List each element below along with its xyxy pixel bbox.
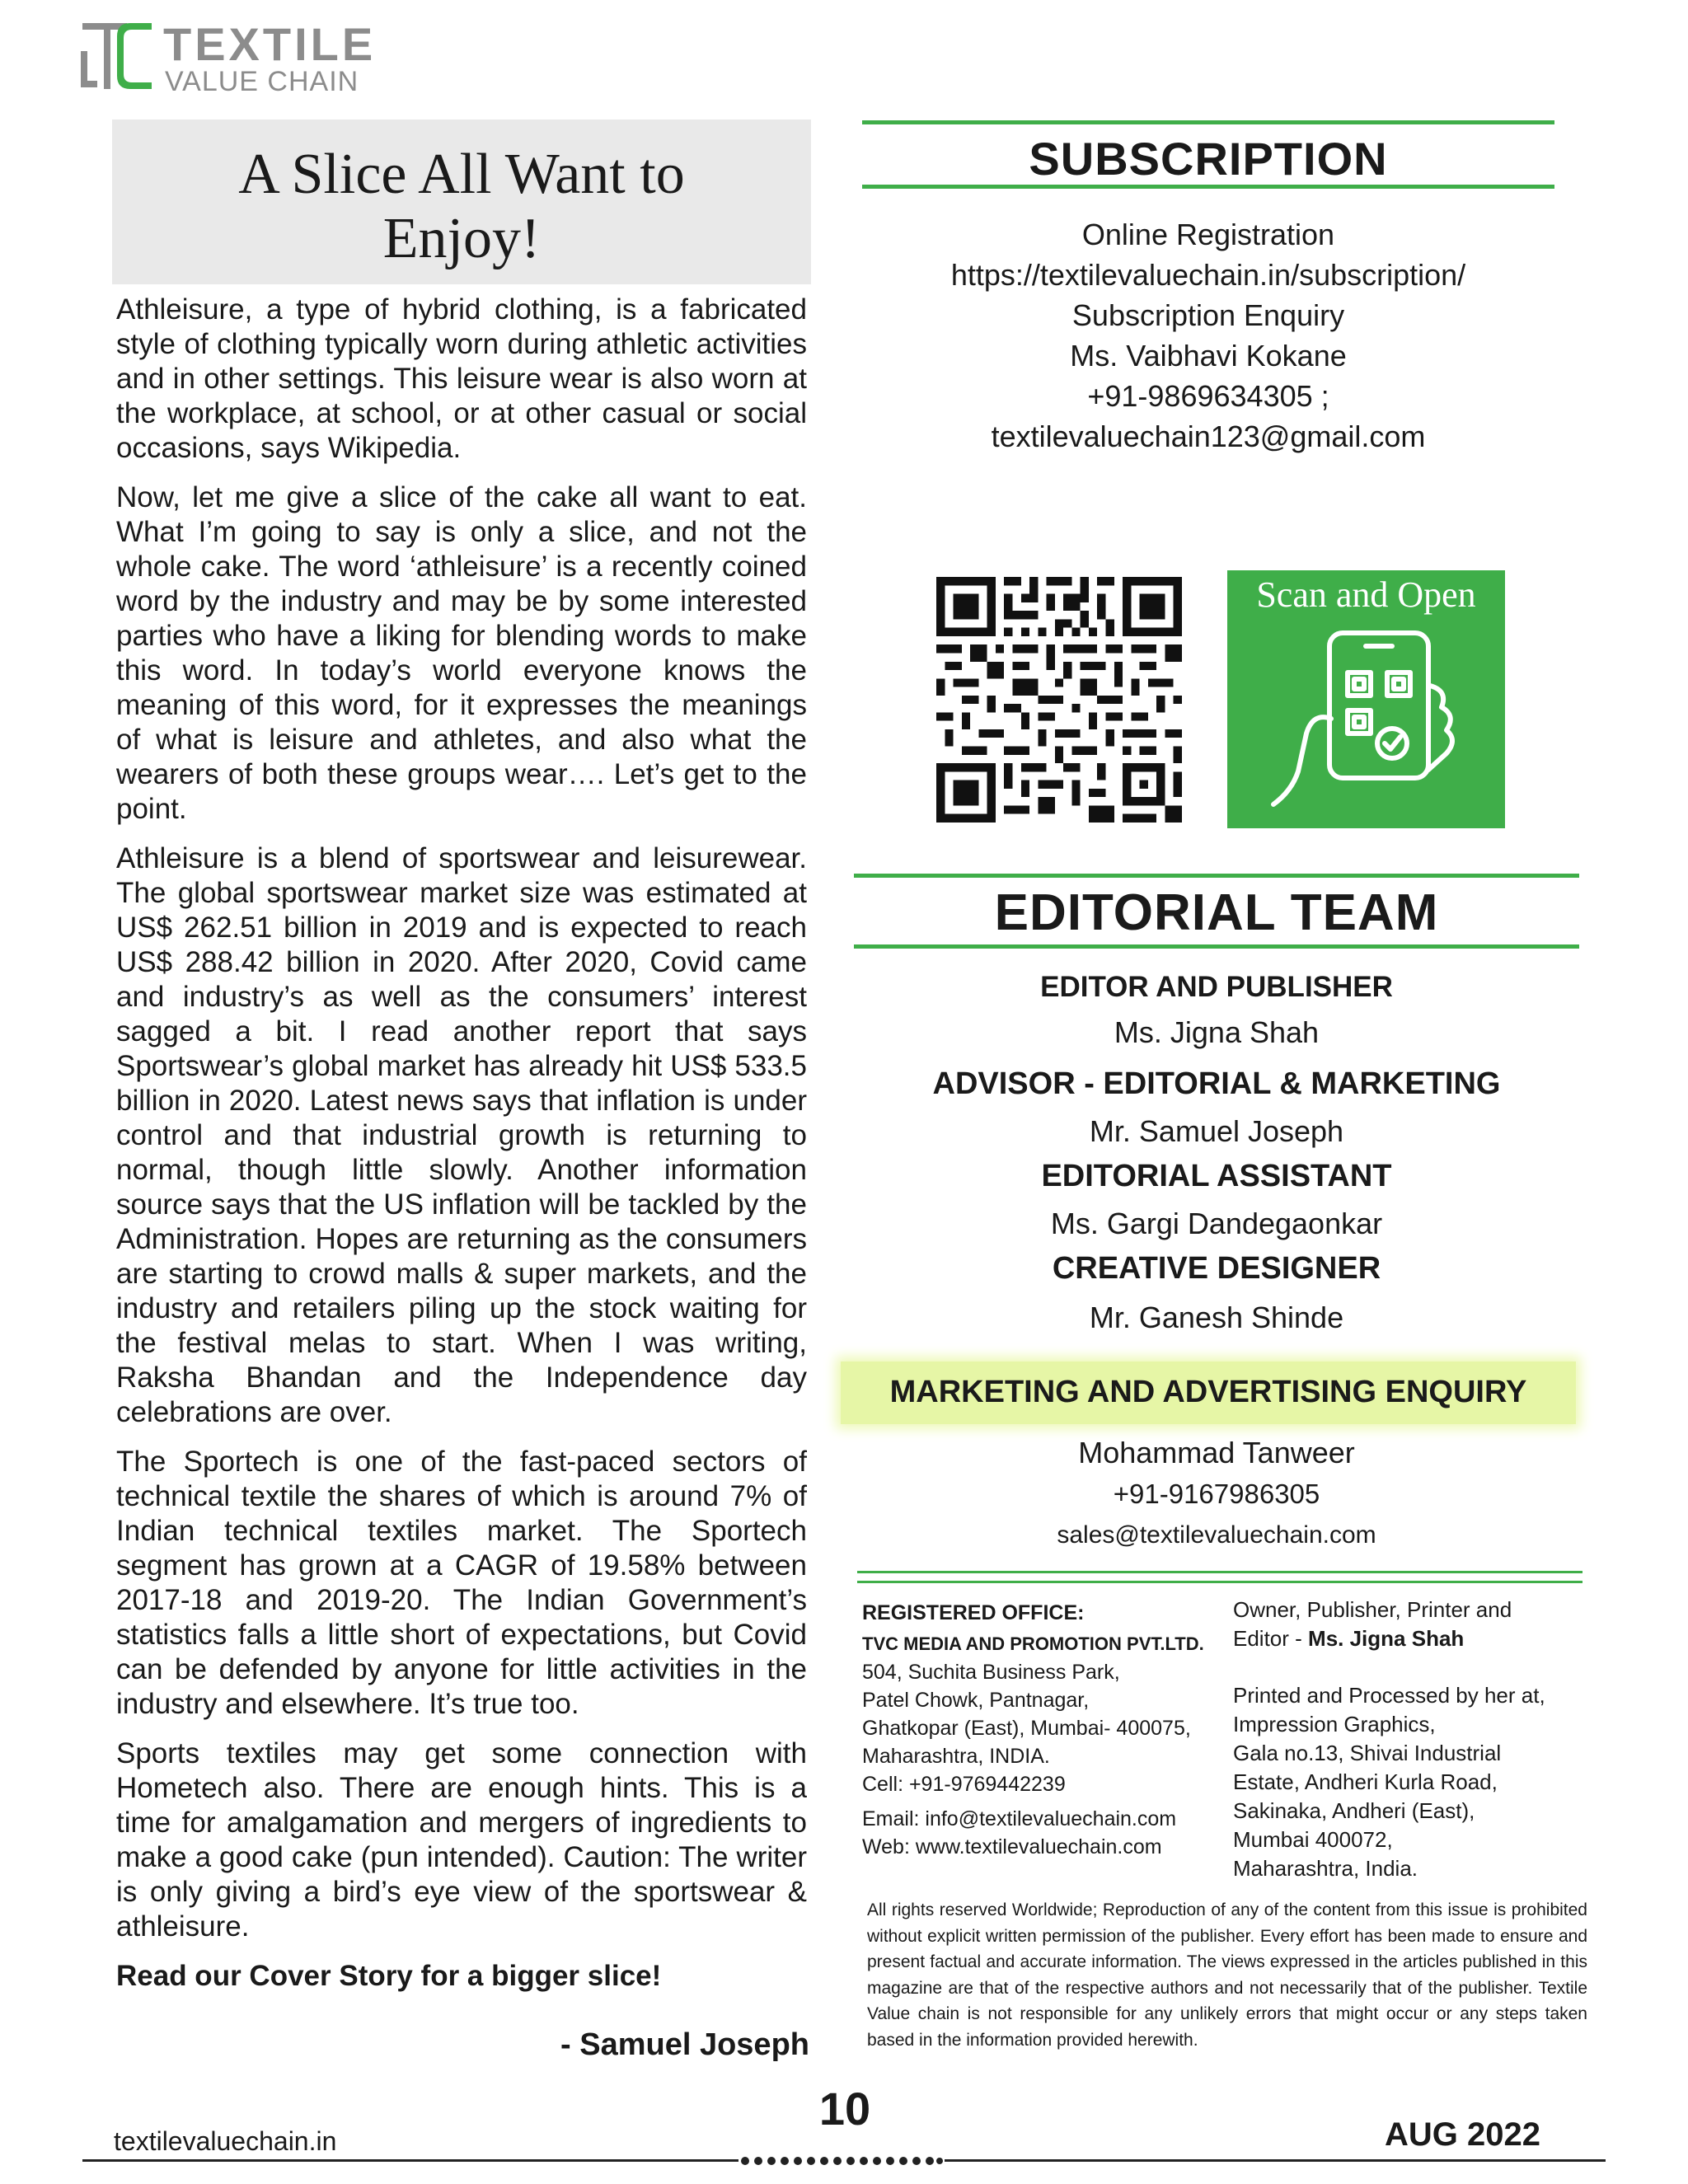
article-paragraph: Athleisure is a blend of sportswear and leisurewear. The global sportswear market size was estimated at US$ 262.51 billion in 2019 and is expected to reach US$ 288.42 billion in 2020. After 2020, Covid came and industry’s as well as the consumers’ interest sagged a bit. I read another report that says Sportswear’s global market has already hit US$ 533.5 billion in 2020. Latest news says that inflation is under control and that industrial growth is returning to normal, though little slowly. Another information source says that the US inflation will be tackled by the Administration. Hopes are returning as the consumers are starting to crowd malls & super markets, and the industry and retailers piling up the stock waiting for the festival melas to start. When I was writing, Raksha Bhandan and the Independence day celebrations are over. — [116, 842, 807, 1428]
subscription-enquiry-label: Subscription Enquiry — [1071, 298, 1345, 332]
editorial-heading: EDITORIAL TEAM — [994, 884, 1439, 941]
article-body — [116, 293, 807, 2008]
person-name-editorial-assistant: Ms. Gargi Dandegaonkar — [1050, 1207, 1383, 1240]
tvc-logo-mark-icon — [79, 18, 155, 92]
registered-company-name: TVC MEDIA AND PROMOTION PVT.LTD. — [862, 1633, 1204, 1654]
marketing-phone: +91-9167986305 — [1113, 1479, 1320, 1509]
subscription-heading: SUBSCRIPTION — [1029, 133, 1388, 185]
scan-and-open-label: Scan and Open — [1256, 574, 1476, 615]
printed-line: Gala no.13, Shivai Industrial — [1233, 1741, 1502, 1765]
office-email: Email: info@textilevaluechain.com — [862, 1807, 1177, 1830]
divider — [862, 185, 1554, 189]
owner-line: Owner, Publisher, Printer and — [1233, 1597, 1512, 1622]
role-title-creative-designer: CREATIVE DESIGNER — [1052, 1251, 1381, 1286]
role-title-editor-publisher: EDITOR AND PUBLISHER — [1040, 971, 1393, 1003]
marketing-email-link[interactable]: sales@textilevaluechain.com — [1057, 1521, 1376, 1549]
address-line: Maharashtra, INDIA. — [862, 1745, 1050, 1768]
owner-editor-prefix: Editor - — [1233, 1626, 1309, 1651]
person-name-creative-designer: Mr. Ganesh Shinde — [1089, 1301, 1344, 1334]
logo-text-value-chain: VALUE CHAIN — [165, 66, 359, 97]
marketing-heading-band — [841, 1361, 1576, 1424]
subscription-contact-name: Ms. Vaibhavi Kokane — [1070, 339, 1347, 373]
article-title-line1: A Slice All Want to — [238, 143, 685, 206]
footer-dots-ornament — [738, 2152, 945, 2170]
article-title — [112, 120, 811, 271]
person-name-editor-publisher: Ms. Jigna Shah — [1114, 1015, 1320, 1049]
qr-code-icon[interactable] — [935, 577, 1183, 823]
divider — [857, 1571, 1582, 1573]
article-title-line2: Enjoy! — [382, 207, 541, 270]
owner-editor-line — [1233, 1624, 1596, 1653]
marketing-heading: MARKETING AND ADVERTISING ENQUIRY — [889, 1375, 1527, 1409]
magazine-logo — [79, 18, 377, 97]
registered-office-block — [862, 1599, 1225, 1861]
hand-phone-qr-icon — [1268, 620, 1466, 818]
printed-line: Sakinaka, Andheri (East), — [1233, 1798, 1475, 1823]
divider — [862, 120, 1554, 124]
subscription-email-link[interactable]: textilevaluechain123@gmail.com — [991, 419, 1426, 453]
article-call-to-action: Read our Cover Story for a bigger slice! — [116, 1960, 662, 1992]
article-title-box — [112, 120, 811, 284]
issue-date: AUG 2022 — [1385, 2116, 1540, 2153]
address-line: 504, Suchita Business Park, — [862, 1661, 1120, 1684]
footer-site-link[interactable]: textilevaluechain.in — [114, 2126, 337, 2156]
address-line: Patel Chowk, Pantnagar, — [862, 1689, 1090, 1712]
address-line: Ghatkopar (East), Mumbai- 400075, — [862, 1717, 1191, 1740]
office-cell: Cell: +91-9769442239 — [862, 1773, 1066, 1796]
role-title-editorial-assistant: EDITORIAL ASSISTANT — [1041, 1159, 1392, 1193]
subscription-details — [862, 214, 1554, 457]
article-paragraph: Now, let me give a slice of the cake all want to eat. What I’m going to say is only a slice, and not the whole cake. The word ‘athleisure’ is a recently coined word by the industry and may be by some interested parties who have a liking for blending words to make this word. In today’s world everyone knows the meaning of this word, for it expresses the meanings of what is leisure and athletes, and also what the wearers of both these groups wear…. Let’s get to the point. — [116, 481, 807, 825]
owner-editor-name: Ms. Jigna Shah — [1308, 1626, 1465, 1651]
printed-line: Estate, Andheri Kurla Road, — [1233, 1769, 1498, 1794]
logo-text-textile: TEXTILE — [163, 18, 377, 70]
person-name-advisor: Mr. Samuel Joseph — [1089, 1114, 1344, 1148]
divider — [857, 1581, 1582, 1583]
article-paragraph: Athleisure, a type of hybrid clothing, is a fabricated style of clothing typically worn during athletic activities and in other settings. This leisure wear is also worn at the workplace, at school, or at other casual or social occasions, says Wikipedia. — [116, 293, 807, 464]
divider — [854, 944, 1579, 949]
registered-office-label: REGISTERED OFFICE: — [862, 1601, 1085, 1624]
article-author: - Samuel Joseph — [560, 2027, 809, 2062]
scan-and-open-badge — [1227, 570, 1505, 828]
printed-line: Mumbai 400072, — [1233, 1827, 1393, 1852]
subscription-heading-block — [862, 120, 1554, 190]
page-number: 10 — [818, 2083, 871, 2135]
marketing-contact-name: Mohammad Tanweer — [1078, 1436, 1355, 1469]
article-paragraph: The Sportech is one of the fast-paced sectors of technical textile the shares of which is around 7% of Indian technical textiles market. The Sportech segment has grown at a CAGR of 19.58% between 2017-18 and 2019-20. The Indian Government’s statistics falls a little short of expectations, but Covid can be defended by anyone for little activities in the industry and elsewhere. It’s true too. — [116, 1446, 807, 1720]
printed-line: Impression Graphics, — [1233, 1712, 1436, 1736]
owner-printer-block — [1233, 1596, 1596, 1883]
article-paragraph: Sports textiles may get some connection with Hometech also. There are enough hints. This is a time for amalgamation and mergers of ingredients to make a good cake (pun intended). Caution: The writer is only giving a bird’s eye view of the sportswear & athleisure. — [116, 1737, 807, 1943]
printed-line: Printed and Processed by her at, — [1233, 1683, 1545, 1708]
divider — [854, 874, 1579, 878]
subscription-phone: +91-9869634305 ; — [1087, 379, 1329, 413]
subscription-url-link[interactable]: https://textilevaluechain.in/subscription/ — [950, 258, 1466, 292]
subscription-online-label: Online Registration — [1081, 218, 1335, 251]
office-web: Web: www.textilevaluechain.com — [862, 1835, 1162, 1858]
printed-line: Maharashtra, India. — [1233, 1856, 1418, 1881]
editorial-heading-block — [854, 874, 1579, 948]
copyright-disclaimer: All rights reserved Worldwide; Reproduction of any of the content from this issue is prohibited without explicit written permission of the publisher. Every effort has been made to ensure and present factual and accurate information. The views expressed in the articles published in this magazine are that of the respective authors and not necessarily that of the publisher. Textile Value chain is not responsible for any unlikely errors that might occur or any steps taken based in the information provided herewith. — [867, 1900, 1587, 2050]
role-title-advisor: ADVISOR - EDITORIAL & MARKETING — [932, 1066, 1501, 1101]
